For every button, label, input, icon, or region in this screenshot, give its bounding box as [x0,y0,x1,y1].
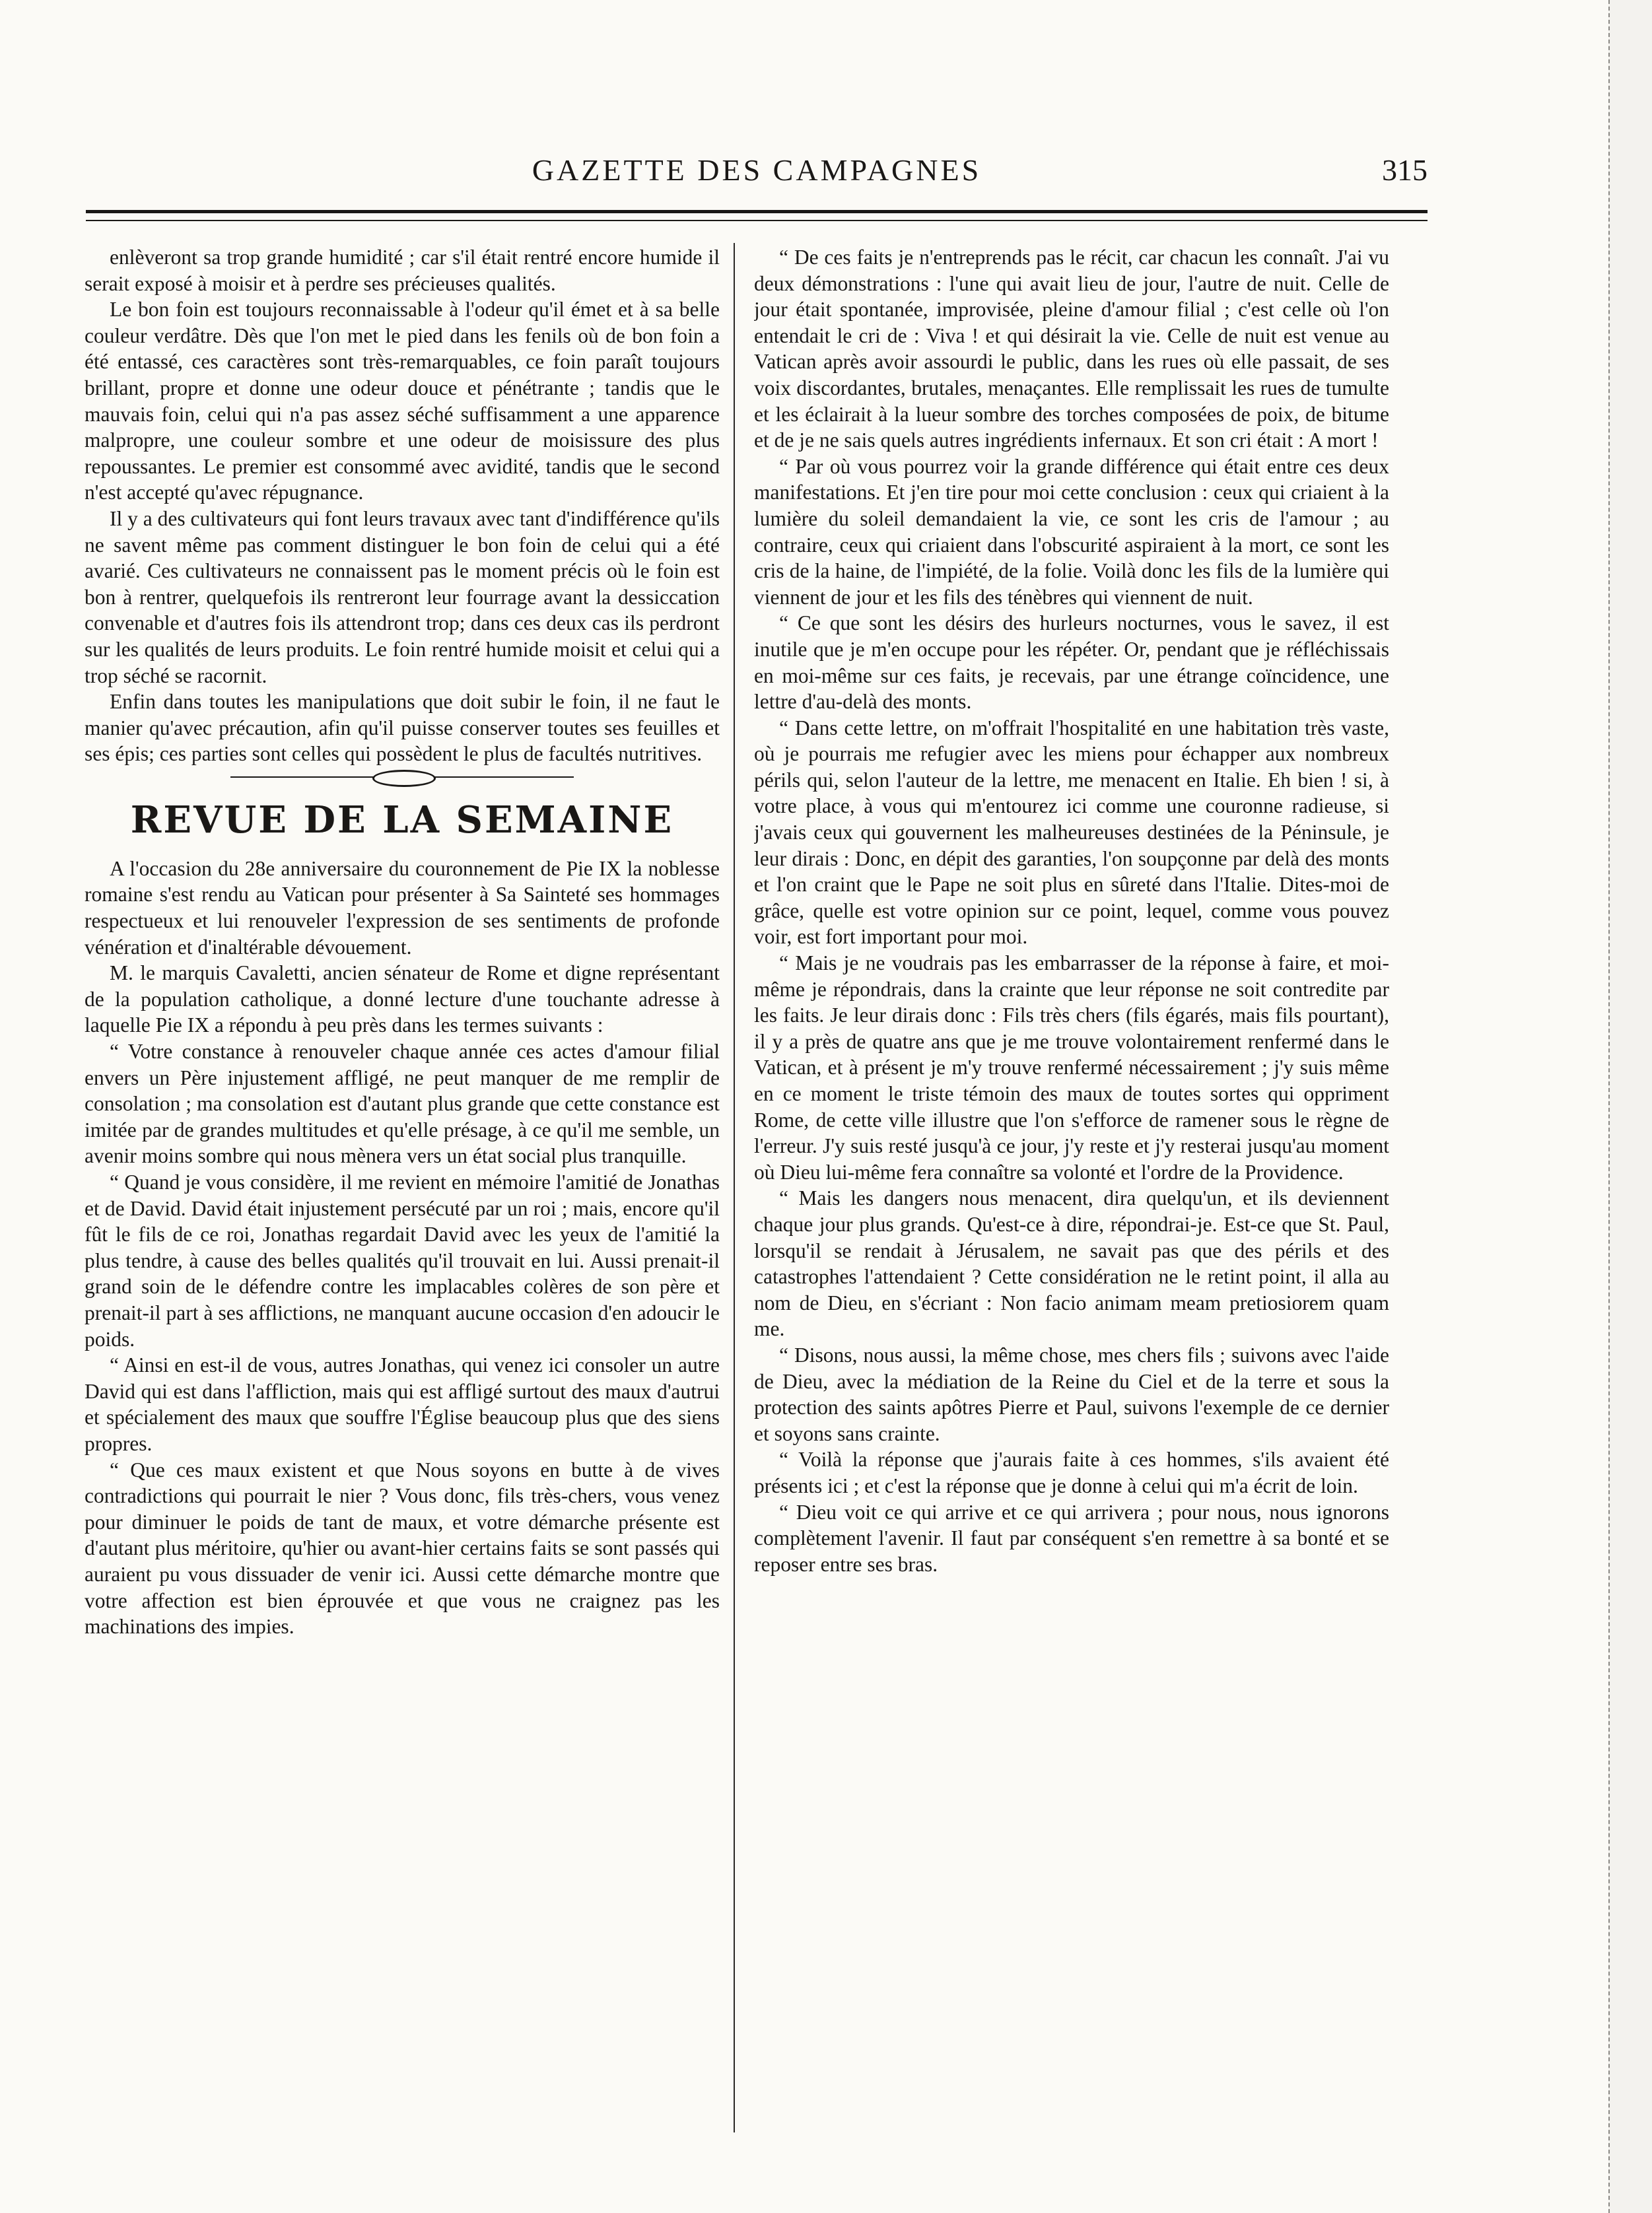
page-number: 315 [1382,153,1428,187]
paragraph: “ Dieu voit ce qui arrive et ce qui arrivera ; pour nous, nous ignorons complètement l'avenir. Il faut par conséquent s'en remettre à sa bonté et se reposer entre ses bras. [754,1500,1389,1576]
paragraph: “ Par où vous pourrez voir la grande différence qui était entre ces deux manifestations. Et j'en tire pour moi cette conclusion : ceux qui criaient à la lumière du soleil demandaient la vie, ce sont les cris de l'amour ; au contraire, ceux qui criaient dans l'obscurité aspiraient à la mort, ce sont les cris de la haine, de l'impiété, de la folie. Voilà donc les fils de la lumière qui viennent de jour et les fils des ténèbres qui viennent de nuit. [754,454,1389,609]
left-column [85,244,720,2132]
paragraph: “ Disons, nous aussi, la même chose, mes chers fils ; suivons avec l'aide de Dieu, avec la médiation de la Reine du Ciel et de la terre et sous la protection des saints apôtres Pierre et Paul, suivons l'exemple de ce dernier et soyons sans crainte. [754,1343,1389,1445]
column-divider [734,243,735,2132]
running-head [86,151,1428,190]
paragraph: Il y a des cultivateurs qui font leurs travaux avec tant d'indifférence qu'ils ne savent même pas comment distinguer le bon foin de celui qui a été avarié. Ces cultivateurs ne connaissent pas le moment précis où le foin est bon à rentrer, quelquefois ils rentreront leur fourrage avant la dessiccation convenable et d'autres fois ils attendront trop; dans ces deux cas ils perdront sur les qualités de leurs produits. Le foin rentré humide moisit et celui qui a trop séché se racornit. [85,506,720,687]
paragraph: “ Quand je vous considère, il me revient en mémoire l'amitié de Jonathas et de David. David était injustement persécuté par un roi ; mais, encore qu'il fût le fils de ce roi, Jonathas regardait David avec les yeux de l'amitié la plus tendre, à cause des belles qualités qu'il trouvait en lui. Aussi prenait-il grand soin de le défendre contre les implacables colères de son père et prenait-il part à ses afflictions, ne manquant aucune occasion d'en adoucir le poids. [85,1171,720,1351]
paragraph: “ Votre constance à renouveler chaque année ces actes d'amour filial envers un Père injustement affligé, ne peut manquer de me remplir de consolation ; ma consolation est d'autant plus grande que cette constance est imitée par de grandes multitudes et qu'elle présage, à ce qu'il me semble, un avenir moins sombre qui nous mènera vers un état social plus tranquille. [85,1040,720,1168]
page-edge [1608,0,1652,2213]
section-ornament [230,776,574,790]
paragraph: “ Mais les dangers nous menacent, dira quelqu'un, et ils deviennent chaque jour plus grands. Qu'est-ce à dire, répondrai-je. Est-ce que St. Paul, lorsqu'il se rendait à Jérusalem, ne savait pas que des périls et des catastrophes l'attendaient ? Cette considération ne le retint point, il alla au nom de Dieu, en s'écriant : Non facio animam meam pretiosiorem quam me. [754,1186,1389,1341]
paragraph: A l'occasion du 28e anniversaire du couronnement de Pie IX la noblesse romaine s'est rendu au Vatican pour présenter à Sa Sainteté ses hommages respectueux et lui renouveler l'expression de ses sentiments de profonde vénération et d'inaltérable dévouement. [85,856,720,959]
right-column [754,244,1389,2132]
paragraph: Le bon foin est toujours reconnaissable à l'odeur qu'il émet et à sa belle couleur verdâtre. Dès que l'on met le pied dans les fenils où de bon foin a été entassé, ces caractères sont très-remarquables, ce foin paraît toujours brillant, propre et donne une odeur douce et pénétrante ; tandis que le mauvais foin, celui qui n'a pas assez séché suffisamment a une apparence malpropre, une couleur sombre et une odeur de moisissure des plus repoussantes. Le premier est consommé avec avidité, tandis que le second n'est accepté qu'avec répugnance. [85,298,720,504]
paragraph: “ Ce que sont les désirs des hurleurs nocturnes, vous le savez, il est inutile que je m'en occupe pour les répéter. Or, pendant que je réfléchissais en moi-même sur ces faits, je recevais, par une étrange coïncidence, une lettre d'au-delà des monts. [754,611,1389,714]
paragraph: “ Que ces maux existent et que Nous soyons en butte à de vives contradictions qui pourrait le nier ? Vous donc, fils très-chers, vous venez pour diminuer le poids de tant de maux, et votre démarche présente est d'autant plus méritoire, qu'hier ou avant-hier certains faits se sont passés qui auraient pu vous dissuader de venir ici. Aussi cette démarche montre que votre affection est bien éprouvée et que vous ne craignez pas les machinations des impies. [85,1458,720,1639]
paragraph: M. le marquis Cavaletti, ancien sénateur de Rome et digne représentant de la population catholique, a donné lecture d'une touchante adresse à laquelle Pie IX a répondu à peu près dans les termes suivants : [85,961,720,1037]
section-heading: REVUE DE LA SEMAINE [130,798,674,842]
journal-title: GAZETTE DES CAMPAGNES [532,153,982,187]
paragraph: “ Mais je ne voudrais pas les embarrasser de la réponse à faire, et moi-même je répondrais, dans la crainte que leur réponse ne soit contredite par les faits. Je leur dirais donc : Fils très chers (fils égarés, mais fils pourtant), il y a près de quatre ans que je me trouve volontairement renfermé dans le Vatican, et à présent je m'y trouve renfermé nécessairement ; j'y suis même en ce moment le triste témoin des maux de toutes sortes qui oppriment Rome, de cette ville illustre que l'on s'efforce de ramener sous le règne de l'erreur. J'y suis resté jusqu'à ce jour, j'y reste et j'y resterai jusqu'au moment où Dieu lui-même fera connaître sa volonté et l'ordre de la Providence. [754,951,1389,1184]
paragraph: “ Ainsi en est-il de vous, autres Jonathas, qui venez ici consoler un autre David qui est dans l'affliction, mais qui est affligé surtout des maux d'autrui et spécialement des maux que souffre l'Église beaucoup plus que des siens propres. [85,1353,720,1455]
header-rule [86,210,1428,221]
paragraph: enlèveront sa trop grande humidité ; car s'il était rentré encore humide il serait exposé à moisir et à perdre ses précieuses qualités. [85,246,720,295]
paragraph: Enfin dans toutes les manipulations que doit subir le foin, il ne faut le manier qu'avec précaution, afin qu'il puisse conserver toutes ses feuilles et ses épis; ces parties sont celles qui possèdent le plus de facultés nutritives. [85,690,720,766]
paragraph: “ De ces faits je n'entreprends pas le récit, car chacun les connaît. J'ai vu deux démonstrations : l'une qui avait lieu de jour, l'autre de nuit. Celle de jour était spontanée, improvisée, pleine d'amour filial ; c'est celle où l'on entendait le cri de : Viva ! et qui désirait la vie. Celle de nuit est venue au Vatican après avoir assourdi le public, dans les rues où elle passait, de ses voix discordantes, brutales, menaçantes. Elle remplissait les rues de tumulte et les éclairait à la lueur sombre des torches composées de poix, de bitume et de je ne sais quels autres ingrédients infernaux. Et son cri était : A mort ! [754,246,1389,452]
paragraph: “ Voilà la réponse que j'aurais faite à ces hommes, s'ils avaient été présents ici ; et c'est la réponse que je donne à celui qui m'a écrit de loin. [754,1448,1389,1497]
paragraph: “ Dans cette lettre, on m'offrait l'hospitalité en une habitation très vaste, où je pourrais me refugier avec les miens pour échapper aux nombreux périls qui, selon l'auteur de la lettre, me menacent en Italie. Eh bien ! si, à votre place, à vous qui m'entourez ici comme une couronne radieuse, si j'avais ceux qui gouvernent les malheureuses destinées de la Péninsule, je leur dirais : Donc, en dépit des garanties, l'on soupçonne par delà des monts et l'on craint que le Pape ne soit plus en sûreté dans l'Italie. Dites-moi de grâce, quelle est votre opinion sur ce point, lequel, comme vous pouvez voir, est fort important pour moi. [754,716,1389,949]
